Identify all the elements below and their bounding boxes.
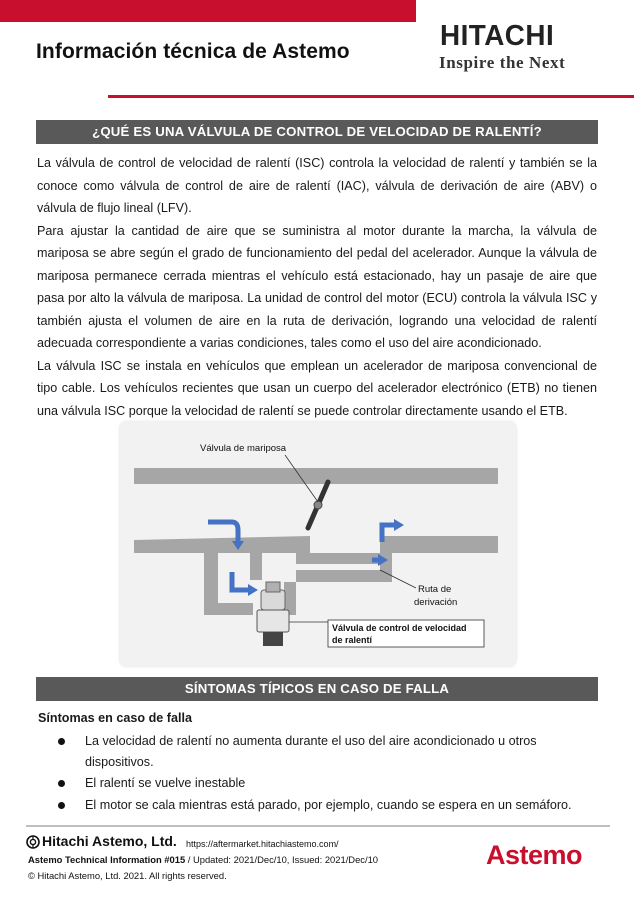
bypass-label-2: derivación <box>414 597 458 608</box>
list-item-text: La velocidad de ralentí no aumenta durante el uso del aire acondicionado u otros <box>85 734 537 748</box>
bypass-top-divider <box>250 553 262 580</box>
paragraph-3: La válvula ISC se instala en vehículos que emplean un acelerador de mariposa convencional de tipo cable. Los vehículos recientes que usan un cuerpo del acelerador electrónico (ETB) no tienen una válvula ISC porque la velocidad de ralentí se puede controlar directamente usando el ETB. <box>37 358 597 418</box>
list-item-text: El motor se cala mientras está parado, por ejemplo, cuando se espera en un semáforo. <box>85 798 572 812</box>
section-header-what-is: ¿QUÉ ES UNA VÁLVULA DE CONTROL DE VELOCIDAD DE RALENTÍ? <box>36 120 598 144</box>
footer-doc-dates: / Updated: 2021/Dec/10, Issued: 2021/Dec/10 <box>185 854 379 865</box>
footer-document-info <box>28 854 378 865</box>
paragraph-1: La válvula de control de velocidad de ralentí (ISC) controla la velocidad de ralentí y también se la conoce como válvula de control de aire de ralentí (IAC), válvula de derivación de aire (ABV) o válvula de flujo lineal (LFV). <box>37 156 597 215</box>
body-text <box>37 152 597 422</box>
intake-upper-wall <box>134 468 498 484</box>
footer-company-name: Hitachi Astemo, Ltd. <box>42 833 177 849</box>
isc-valve-connector <box>263 632 283 646</box>
intake-lower-wall-right <box>380 536 498 553</box>
list-item-text: El ralentí se vuelve inestable <box>85 776 246 790</box>
intake-lower-wall-left <box>134 536 310 553</box>
top-red-bar <box>0 0 416 22</box>
isc-valve-head <box>261 590 285 610</box>
list-item <box>60 773 580 794</box>
list-item-text: dispositivos. <box>85 755 154 769</box>
paragraph-2: Para ajustar la cantidad de aire que se suministra al motor durante la marcha, la válvula de mariposa se abre según el grado de funcionamiento del pedal del acelerador. Aunque la válvula de mariposa permanece cerrada mientras el vehículo está estacionado, hay un pasaje de aire que pasa por alto la válvula de mariposa. La unidad de control del motor (ECU) controla la válvula ISC y también ajusta el volumen de aire en la ruta de derivación, logrando una velocidad de ralentí adecuada correspondiente a varias condiciones, tales como el uso del aire acondicionado. <box>37 223 597 350</box>
section-header-symptoms: SÍNTOMAS TÍPICOS EN CASO DE FALLA <box>36 677 598 701</box>
list-item <box>60 731 580 775</box>
symptoms-subtitle: Síntomas en caso de falla <box>38 711 192 725</box>
isc-label-1: Válvula de control de velocidad <box>332 623 467 633</box>
bypass-return-upper <box>262 553 380 564</box>
bullet-icon <box>58 780 65 787</box>
bypass-bottom-wall <box>204 603 253 615</box>
isc-valve-diagram <box>120 422 516 666</box>
header-red-line <box>108 95 634 98</box>
isc-valve-neck <box>266 582 280 592</box>
footer-copyright: © Hitachi Astemo, Ltd. 2021. All rights reserved. <box>28 870 227 881</box>
footer-url-link[interactable]: https://aftermarket.hitachiastemo.com/ <box>186 839 339 849</box>
hitachi-tagline: Inspire the Next <box>439 53 566 72</box>
throttle-label: Válvula de mariposa <box>200 443 287 454</box>
isc-valve-body <box>257 610 289 632</box>
list-item <box>60 795 580 816</box>
isc-label-2: de ralentí <box>332 635 373 645</box>
bypass-left-wall <box>204 553 218 603</box>
bullet-icon <box>58 738 65 745</box>
bullet-icon <box>58 802 65 809</box>
bypass-return-lower <box>296 570 380 582</box>
footer-doc-number: Astemo Technical Information #015 <box>28 854 186 865</box>
arrow-exit-up-head <box>394 519 404 531</box>
hitachi-mark-icon <box>26 835 40 849</box>
hitachi-logo: HITACHI <box>440 20 555 52</box>
page-title: Información técnica de Astemo <box>36 40 350 63</box>
bypass-label-1: Ruta de <box>418 584 452 595</box>
footer-divider <box>26 825 610 827</box>
astemo-logo: Astemo <box>486 840 583 870</box>
throttle-shaft <box>314 501 322 509</box>
arrow-bypass-right-head <box>248 584 258 596</box>
